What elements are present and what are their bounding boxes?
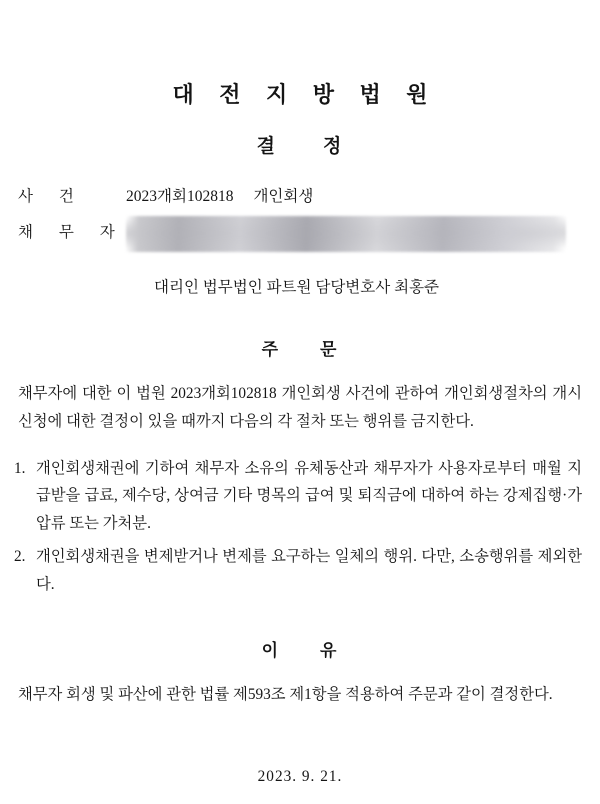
case-field-value: [126, 184, 586, 206]
document-kind-left: 결: [256, 136, 277, 157]
case-type: 개인회생: [253, 188, 314, 205]
list-item-text: 개인회생채권에 기하여 채무자 소유의 유체동산과 채무자가 사용자로부터 매월 지급받을 급료, 제수당, 상여금 기타 명목의 급여 및 퇴직금에 대하여 하는 강제집행·가압류 또는 가처분.: [36, 459, 582, 532]
reason-paragraph: 채무자 회생 및 파산에 관한 법률 제593조 제1항을 적용하여 주문과 같이 결정한다.: [18, 686, 553, 704]
reason-section-heading: [14, 636, 586, 661]
case-number: 2023개회102818: [126, 188, 234, 205]
list-item: [14, 543, 582, 598]
document-page: [0, 78, 600, 804]
order-heading-right: 문: [320, 340, 339, 359]
debtor-field-value: [126, 220, 586, 261]
redacted-debtor-name: [126, 216, 566, 252]
reason-heading-right: 유: [320, 641, 339, 661]
list-item-text: 개인회생채권을 변제받거나 변제를 요구하는 일체의 행위. 다만, 소송행위를 제외한다.: [36, 548, 582, 593]
debtor-field-row: [14, 220, 586, 261]
reason-heading-left: 이: [261, 641, 280, 661]
case-field-row: [14, 184, 586, 206]
order-heading-left: 주: [261, 340, 280, 359]
document-kind-right: 정: [323, 136, 344, 157]
decision-date: 2023. 9. 21.: [257, 768, 343, 785]
case-field-label: 사 건: [18, 188, 85, 205]
document-kind-heading: [14, 131, 586, 158]
order-paragraph: 채무자에 대한 이 법원 2023개회102818 개인회생 사건에 관하여 개인회생절차의 개시 신청에 대한 결정이 있을 때까지 다음의 각 절차 또는 행위를 금지한다.: [18, 385, 582, 431]
legal-agent-line: 대리인 법무법인 파트원 담당변호사 최홍준: [154, 279, 440, 296]
order-section-heading: [14, 335, 586, 360]
list-item: [14, 455, 582, 538]
list-item-number: 1.: [14, 459, 26, 477]
order-item-list: [14, 455, 586, 599]
court-title: 대 전 지 방 법 원: [172, 82, 438, 107]
list-item-number: 2.: [14, 548, 26, 566]
debtor-field-label: 채 무 자: [18, 224, 126, 241]
